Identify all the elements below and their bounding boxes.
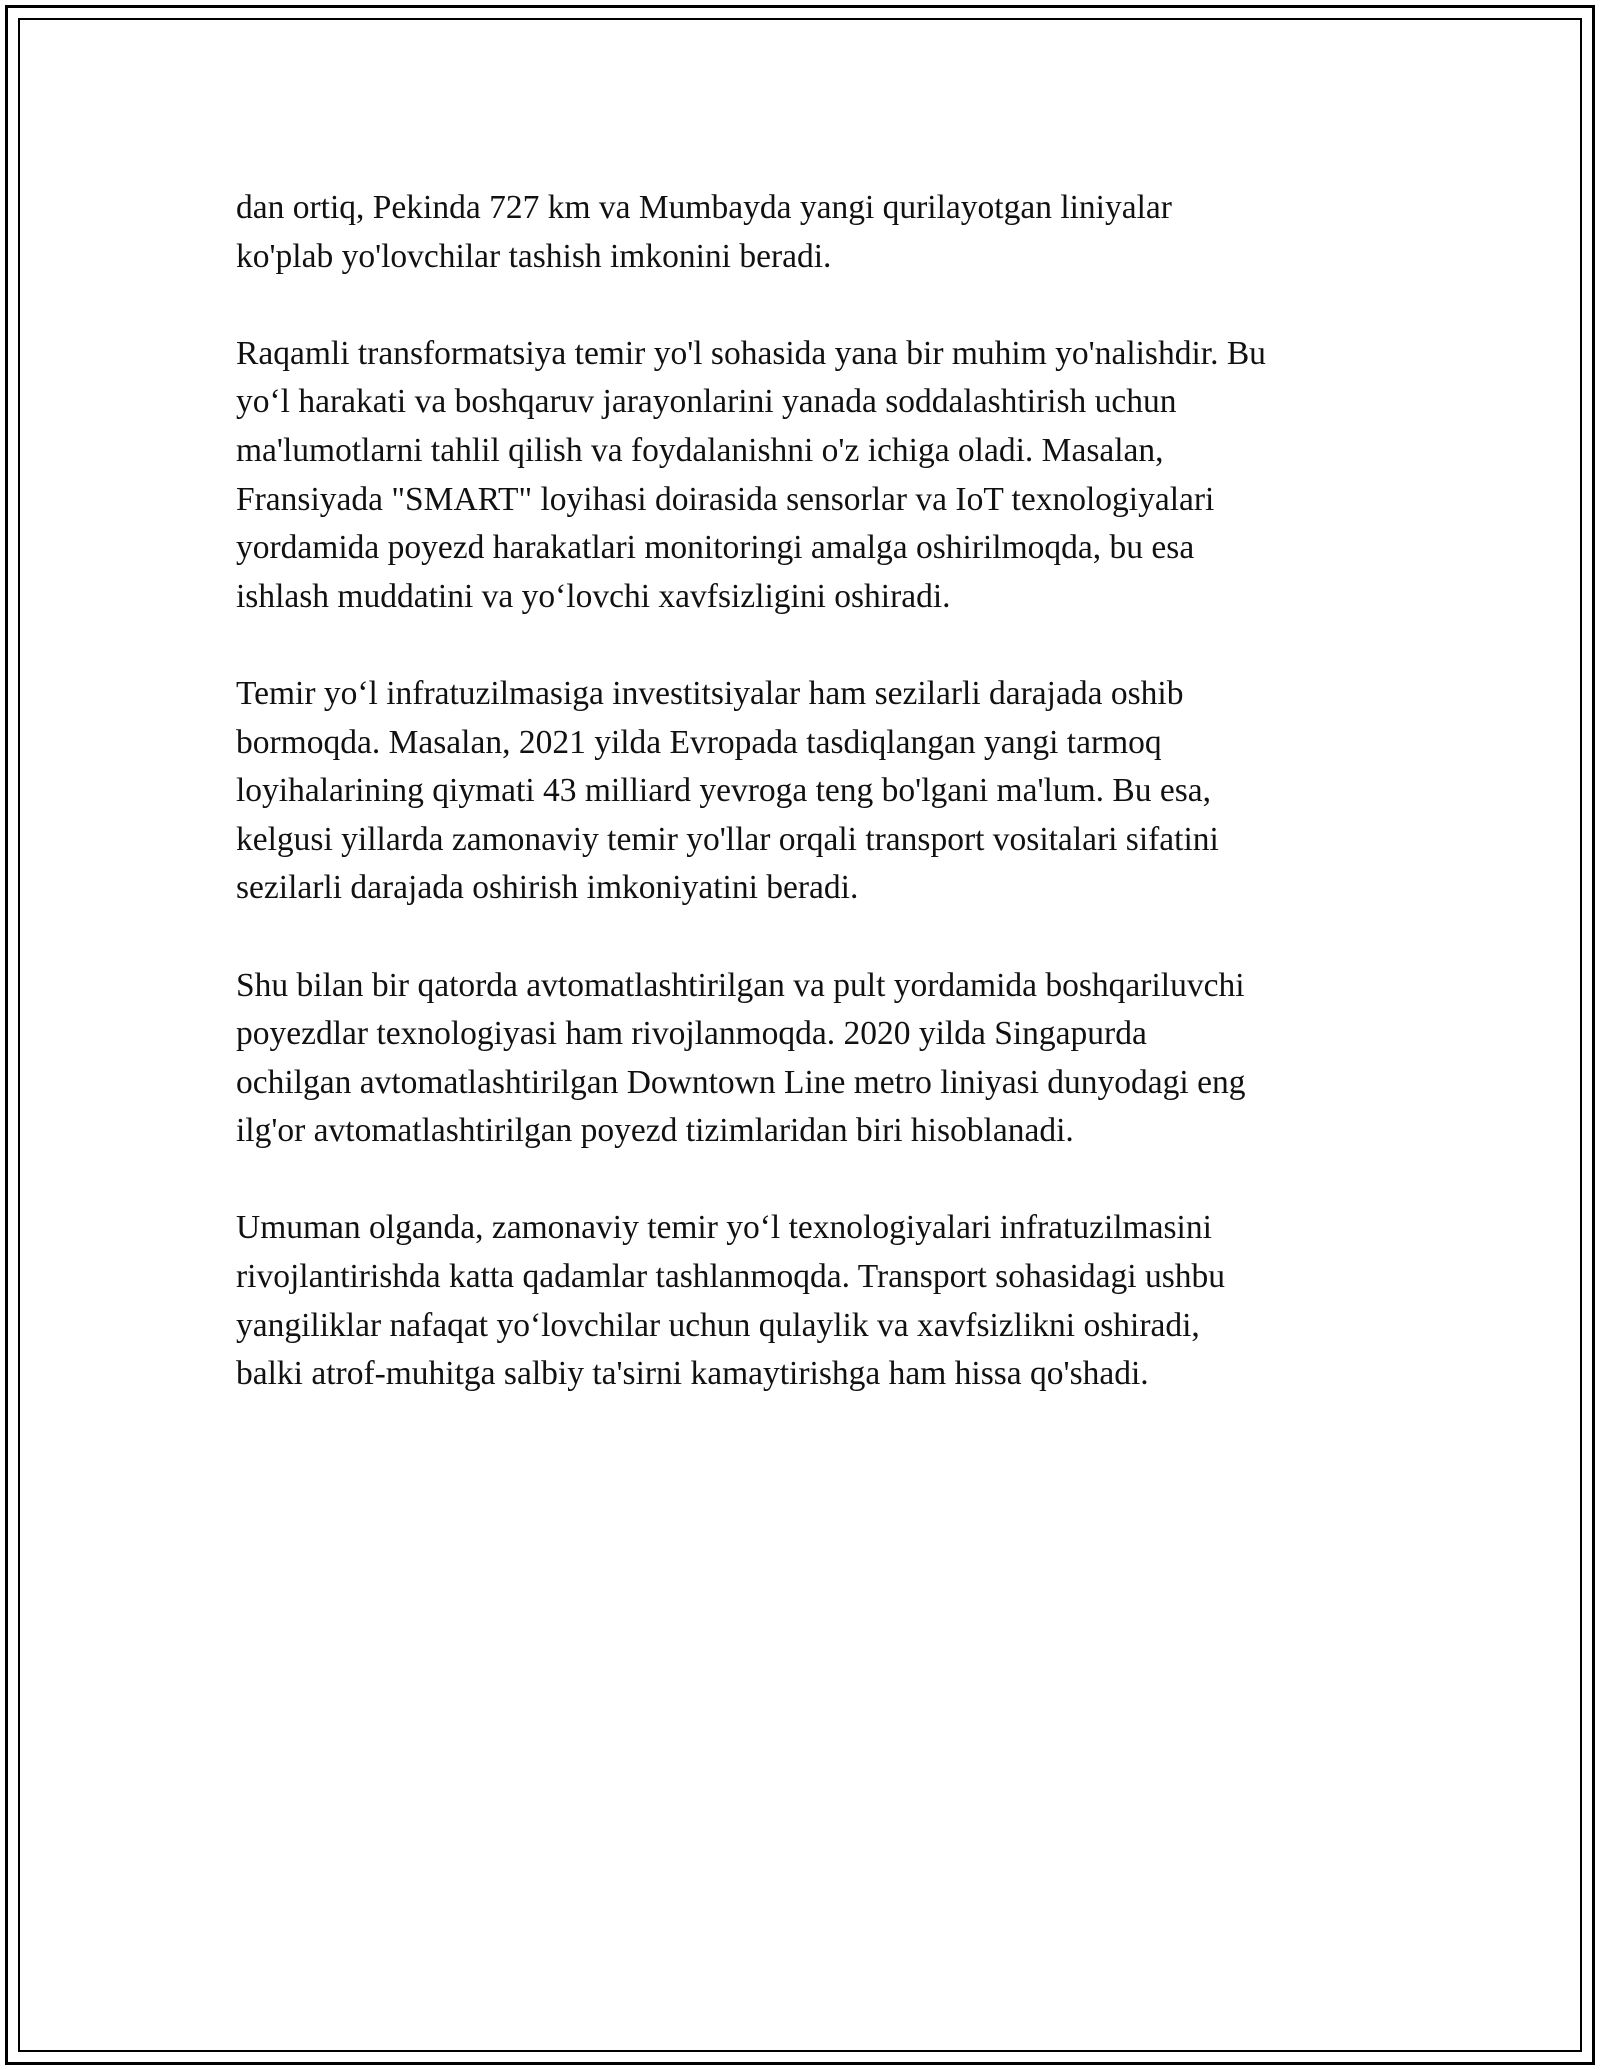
text-line: loyihalarining qiymati 43 milliard yevroga teng bo'lgani ma'lum. Bu esa, — [236, 772, 1212, 810]
text-line: Fransiyada "SMART" loyihasi doirasida sensorlar va IoT texnologiyalari — [236, 480, 1215, 518]
text-line: yo‘l harakati va boshqaruv jarayonlarini yanada soddalashtirish uchun — [236, 383, 1177, 421]
paragraph-4 — [236, 962, 1376, 1156]
text-line: yordamida poyezd harakatlari monitoringi amalga oshirilmoqda, bu esa — [236, 529, 1195, 567]
text-line: Umuman olganda, zamonaviy temir yo‘l texnologiyalari infratuzilmasini — [236, 1209, 1212, 1247]
paragraph-3 — [236, 670, 1376, 913]
paragraph-1 — [236, 184, 1376, 281]
document-body — [236, 184, 1376, 1447]
text-line: ishlash muddatini va yo‘lovchi xavfsizligini oshiradi. — [236, 577, 951, 615]
text-line: ilg'or avtomatlashtirilgan poyezd tizimlaridan biri hisoblanadi. — [236, 1112, 1074, 1150]
text-line: Shu bilan bir qatorda avtomatlashtirilgan va pult yordamida boshqariluvchi — [236, 966, 1245, 1004]
text-line: Temir yo‘l infratuzilmasiga investitsiyalar ham sezilarli darajada oshib — [236, 674, 1184, 712]
text-line: sezilarli darajada oshirish imkoniyatini beradi. — [236, 869, 859, 907]
text-line: ma'lumotlarni tahlil qilish va foydalanishni o'z ichiga oladi. Masalan, — [236, 431, 1164, 469]
text-line: poyezdlar texnologiyasi ham rivojlanmoqda. 2020 yilda Singapurda — [236, 1015, 1147, 1053]
text-line: yangiliklar nafaqat yo‘lovchilar uchun qulaylik va xavfsizlikni oshiradi, — [236, 1306, 1200, 1344]
text-line: dan ortiq, Pekinda 727 km va Mumbayda yangi qurilayotgan liniyalar — [236, 189, 1172, 226]
paragraph-5 — [236, 1204, 1376, 1398]
paragraph-2 — [236, 330, 1376, 622]
text-line: ochilgan avtomatlashtirilgan Downtown Line metro liniyasi dunyodagi eng — [236, 1063, 1246, 1101]
text-line: bormoqda. Masalan, 2021 yilda Evropada tasdiqlangan yangi tarmoq — [236, 723, 1162, 761]
text-line: balki atrof-muhitga salbiy ta'sirni kamaytirishga ham hissa qo'shadi. — [236, 1355, 1149, 1393]
text-line: rivojlantirishda katta qadamlar tashlanmoqda. Transport sohasidagi ushbu — [236, 1258, 1226, 1296]
text-line: Raqamli transformatsiya temir yo'l sohasida yana bir muhim yo'nalishdir. Bu — [236, 334, 1266, 372]
text-line: kelgusi yillarda zamonaviy temir yo'llar orqali transport vositalari sifatini — [236, 820, 1219, 858]
text-line: ko'plab yo'lovchilar tashish imkonini beradi. — [236, 237, 832, 275]
